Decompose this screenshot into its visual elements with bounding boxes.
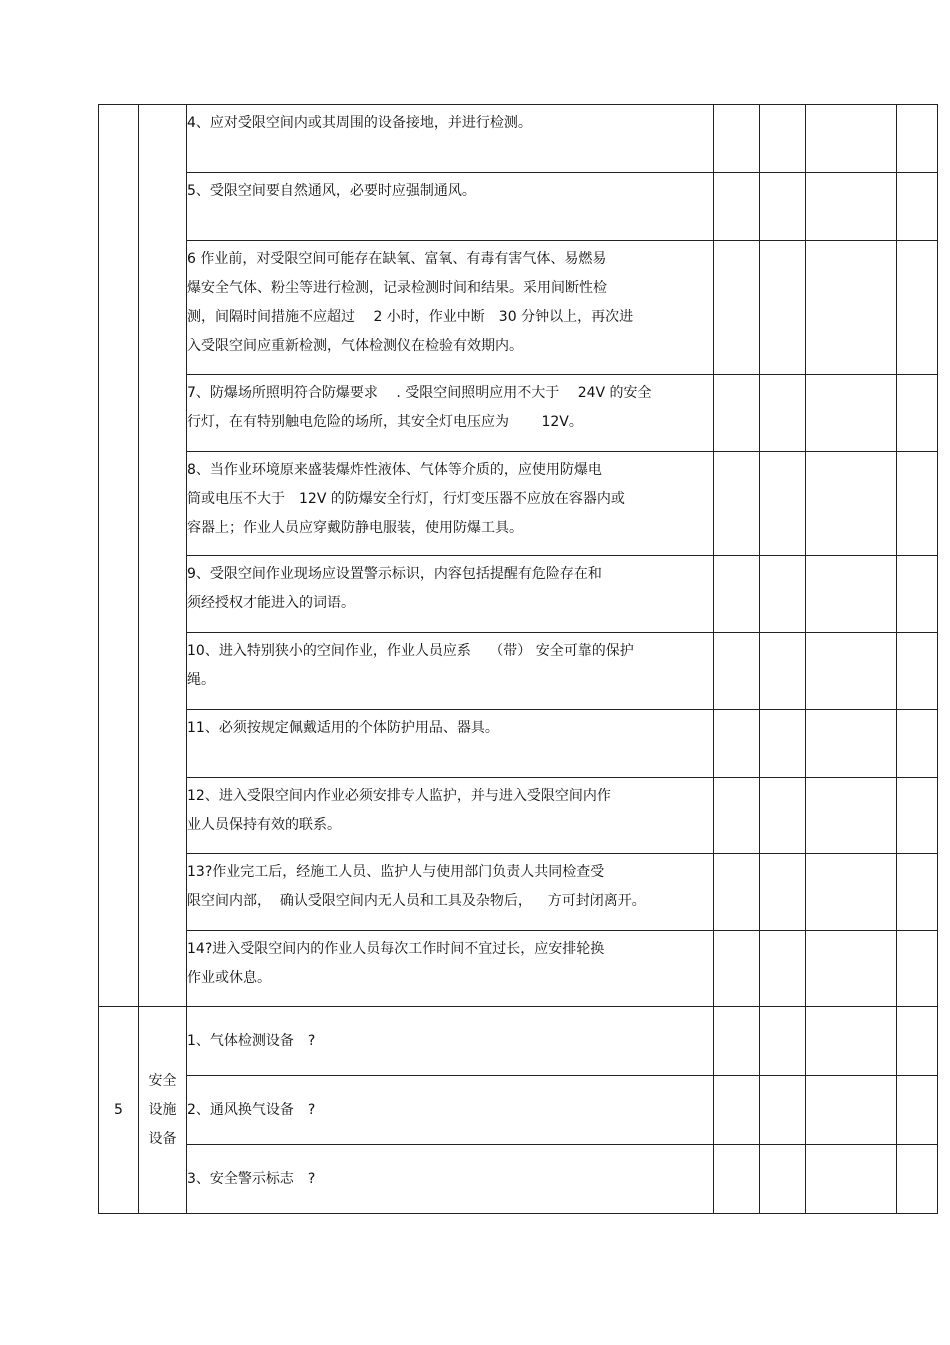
check-cell-2[interactable] [760,778,806,854]
table-row [99,778,938,854]
check-cell-3[interactable] [806,778,897,854]
checklist-item-text [187,1145,714,1214]
table-row [99,854,938,931]
check-cell-1[interactable] [714,105,760,173]
section-number: 5 [99,1007,139,1214]
checklist-item-text [187,241,714,375]
check-cell-1[interactable] [714,931,760,1007]
check-cell-3[interactable] [806,633,897,710]
item-text-line: 容器上；作业人员应穿戴防静电服装，使用防爆工具。 [187,520,523,536]
item-text-line: 3、安全警示标志 ? [187,1170,316,1187]
check-cell-4[interactable] [897,633,938,710]
table-row [99,375,938,452]
check-cell-1[interactable] [714,633,760,710]
item-text-line: 9、受限空间作业现场应设置警示标识，内容包括提醒有危险存在和 [187,566,602,582]
check-cell-1[interactable] [714,375,760,452]
item-text-line: 10、进入特别狭小的空间作业，作业人员应系 （带） 安全可靠的保护 [187,643,634,659]
item-text-line: 5、受限空间要自然通风，必要时应强制通风。 [187,183,476,199]
check-cell-2[interactable] [760,710,806,778]
check-cell-3[interactable] [806,854,897,931]
check-cell-1[interactable] [714,1007,760,1076]
check-cell-3[interactable] [806,556,897,633]
checklist-item-text [187,556,714,633]
check-cell-3[interactable] [806,931,897,1007]
check-cell-2[interactable] [760,241,806,375]
check-cell-3[interactable] [806,1076,897,1145]
table-row [99,931,938,1007]
item-text-line: 作业或休息。 [187,970,271,986]
check-cell-4[interactable] [897,1076,938,1145]
check-cell-4[interactable] [897,778,938,854]
table-row [99,105,938,173]
table-row [99,241,938,375]
checklist-item-text [187,1076,714,1145]
item-text-line: 须经授权才能进入的词语。 [187,595,355,611]
section-category-cell [139,105,187,1007]
item-text-line: 14?进入受限空间内的作业人员每次工作时间不宜过长，应安排轮换 [187,941,605,957]
item-text-line: 限空间内部， 确认受限空间内无人员和工具及杂物后， 方可封闭离开。 [187,893,646,909]
item-text-line: 11、必须按规定佩戴适用的个体防护用品、器具。 [187,720,499,736]
table-row [99,1076,938,1145]
check-cell-3[interactable] [806,1007,897,1076]
check-cell-3[interactable] [806,452,897,556]
item-text-line: 行灯，在有特别触电危险的场所，其安全灯电压应为 12V。 [187,414,583,430]
table-row [99,1145,938,1214]
item-text-line: 入受限空间应重新检测，气体检测仪在检验有效期内。 [187,338,523,354]
check-cell-4[interactable] [897,452,938,556]
checklist-item-text [187,778,714,854]
checklist-item-text [187,1007,714,1076]
item-text-line: 筒或电压不大于 12V 的防爆安全行灯，行灯变压器不应放在容器内或 [187,491,625,507]
checklist-item-text [187,452,714,556]
check-cell-4[interactable] [897,1007,938,1076]
item-text-line: 绳。 [187,672,215,688]
category-line: 安全 [148,1072,177,1089]
item-text-line: 4、应对受限空间内或其周围的设备接地，并进行检测。 [187,115,532,131]
item-text-line: 2、通风换气设备 ? [187,1101,316,1118]
check-cell-4[interactable] [897,1145,938,1214]
check-cell-2[interactable] [760,854,806,931]
item-text-line: 8、当作业环境原来盛装爆炸性液体、气体等介质的，应使用防爆电 [187,462,602,478]
check-cell-4[interactable] [897,105,938,173]
table-row [99,633,938,710]
check-cell-1[interactable] [714,854,760,931]
checklist-item-text [187,633,714,710]
item-text-line: 13?作业完工后，经施工人员、监护人与使用部门负责人共同检查受 [187,864,605,880]
checklist-item-text [187,854,714,931]
check-cell-1[interactable] [714,1145,760,1214]
checklist-table [98,104,938,1214]
check-cell-4[interactable] [897,556,938,633]
check-cell-2[interactable] [760,1076,806,1145]
check-cell-1[interactable] [714,556,760,633]
category-line: 设备 [148,1130,177,1147]
item-text-line: 测，间隔时间措施不应超过 2 小时，作业中断 30 分钟以上，再次进 [187,309,634,325]
check-cell-1[interactable] [714,173,760,241]
item-text-line: 6 作业前，对受限空间可能存在缺氧、富氧、有毒有害气体、易燃易 [187,251,607,267]
item-text-line: 12、进入受限空间内作业必须安排专人监护，并与进入受限空间内作 [187,788,611,804]
check-cell-1[interactable] [714,1076,760,1145]
check-cell-3[interactable] [806,375,897,452]
check-cell-4[interactable] [897,375,938,452]
checklist-item-text [187,375,714,452]
check-cell-2[interactable] [760,1007,806,1076]
check-cell-4[interactable] [897,241,938,375]
table-row [99,452,938,556]
check-cell-4[interactable] [897,931,938,1007]
check-cell-2[interactable] [760,173,806,241]
section-number-cell [99,105,139,1007]
check-cell-3[interactable] [806,1145,897,1214]
checklist-item-text [187,173,714,241]
check-cell-2[interactable] [760,105,806,173]
check-cell-3[interactable] [806,105,897,173]
check-cell-2[interactable] [760,633,806,710]
table-row [99,710,938,778]
section-category [139,1007,187,1214]
item-text-line: 7、防爆场所照明符合防爆要求 . 受限空间照明应用不大于 24V 的安全 [187,385,652,401]
check-cell-4[interactable] [897,173,938,241]
check-cell-2[interactable] [760,1145,806,1214]
check-cell-3[interactable] [806,241,897,375]
table-row [99,1007,938,1076]
item-text-line: 1、气体检测设备 ? [187,1032,316,1049]
check-cell-4[interactable] [897,854,938,931]
check-cell-4[interactable] [897,710,938,778]
checklist-item-text [187,710,714,778]
check-cell-2[interactable] [760,556,806,633]
check-cell-2[interactable] [760,375,806,452]
category-line: 设施 [148,1101,177,1118]
item-text-line: 业人员保持有效的联系。 [187,817,341,833]
check-cell-2[interactable] [760,931,806,1007]
check-cell-2[interactable] [760,452,806,556]
checklist-item-text [187,105,714,173]
check-cell-1[interactable] [714,452,760,556]
item-text-line: 爆安全气体、粉尘等进行检测，记录检测时间和结果。采用间断性检 [187,280,607,296]
check-cell-1[interactable] [714,778,760,854]
table-row [99,173,938,241]
checklist-item-text [187,931,714,1007]
table-row [99,556,938,633]
check-cell-3[interactable] [806,710,897,778]
check-cell-1[interactable] [714,241,760,375]
check-cell-1[interactable] [714,710,760,778]
check-cell-3[interactable] [806,173,897,241]
